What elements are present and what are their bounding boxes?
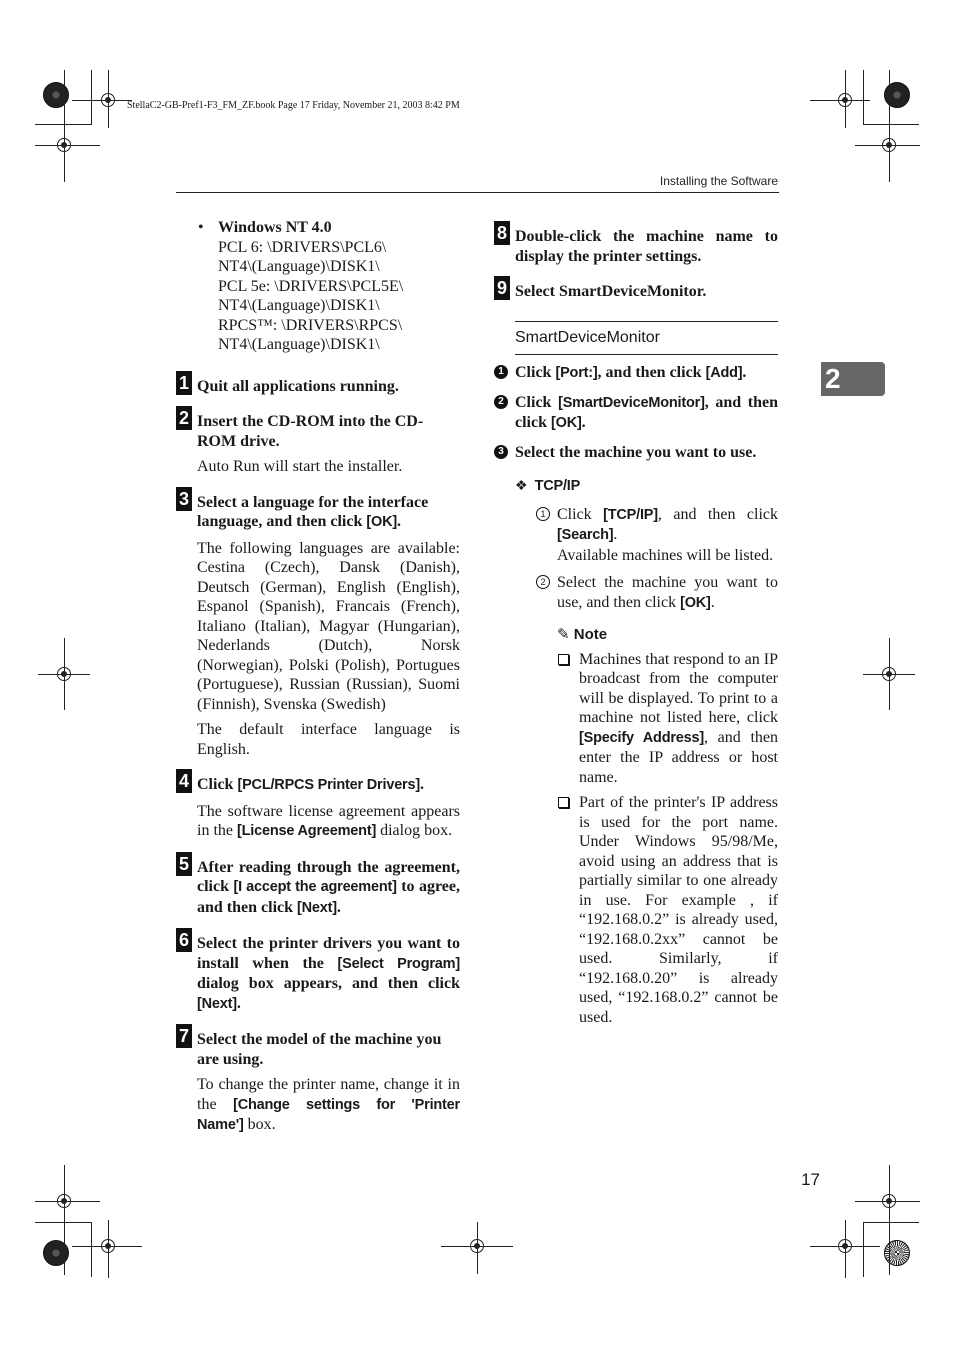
ui-label: [I accept the agreement] — [233, 879, 397, 895]
step-8 — [494, 223, 778, 266]
bullet-title: Windows NT 4.0 — [218, 219, 332, 236]
substep-number: 1 — [494, 365, 508, 379]
step-number: 1 — [176, 371, 192, 395]
step-title: Double-click the machine name to display the printer settings. — [515, 228, 778, 265]
bullet-windows-nt: • Windows NT 4.0 PCL 6: \DRIVERS\PCL6\ NT4\(Language)\DISK1\ PCL 5e: \DRIVERS\PCL5E\ NT4\(Language)\DISK1\ RPCS™: \DRIVERS\RPCS\ NT4\(Language)\DISK1\ — [176, 218, 460, 355]
step-number: 6 — [176, 928, 192, 952]
print-job-info: StellaC2-GB-Pref1-F3_FM_ZF.book Page 17 Friday, November 21, 2003 8:42 PM — [127, 100, 460, 111]
circled-number: 2 — [536, 575, 550, 589]
diamond-icon: ❖ — [515, 479, 528, 494]
step-number: 2 — [176, 406, 192, 430]
path-line: PCL 5e: \DRIVERS\PCL5E\ — [218, 277, 404, 295]
step-title: Select SmartDeviceMonitor. — [515, 283, 707, 300]
ui-label: [Specify Address] — [579, 729, 705, 746]
step-7 — [176, 1026, 460, 1136]
crosshair-target — [838, 1239, 852, 1253]
running-header: Installing the Software — [659, 174, 778, 188]
step-number: 3 — [176, 487, 192, 511]
step-1 — [176, 372, 460, 397]
ui-label: [Next] — [197, 995, 237, 1012]
checkbox-icon — [558, 797, 569, 808]
crosshair-target — [882, 138, 896, 152]
crosshair-target — [882, 1194, 896, 1208]
ui-label: [Next] — [297, 899, 337, 916]
crosshair-target — [882, 667, 896, 681]
note-heading: ✎ Note — [557, 626, 608, 643]
step-body: Auto Run will start the installer. — [197, 458, 403, 475]
crosshair-target — [57, 1194, 71, 1208]
registration-disc — [884, 82, 910, 108]
step-4 — [176, 771, 460, 842]
pencil-icon: ✎ — [557, 626, 570, 643]
crosshair-target — [101, 1239, 115, 1253]
tcp-ip-list — [536, 505, 778, 614]
substep-1: 1 Click [Port:], and then click [Add]. — [494, 363, 778, 384]
section-rule-top — [515, 321, 778, 322]
path-line: RPCS™: \DRIVERS\RPCS\ — [218, 316, 403, 334]
step-number: 8 — [494, 221, 510, 245]
page-number: 17 — [801, 1170, 820, 1189]
tcp-item-2: 2 Select the machine you want to use, and then click [OK]. — [536, 573, 778, 613]
ui-label: [OK] — [551, 415, 582, 431]
step-title: Select a language for the interface language, and then click [OK]. — [197, 493, 429, 530]
step-body: To change the printer name, change it in the [Change settings for 'Printer Name'] box. — [197, 1076, 460, 1133]
ui-label: [TCP/IP] — [603, 506, 658, 523]
registration-disc — [43, 1240, 69, 1266]
note-item-2: Part of the printer's IP address is used for the port name. Under Windows 95/98/Me, avoid using an address that is partially similar to one already in use. For example , if “192.168.0.2” is already used, “192.168.0.2xx” cannot be used. Similarly, if “192.168.0.20” is already used, “192.168.0.2” cannot be used. — [557, 793, 778, 1027]
ui-label: [Add] — [705, 365, 743, 381]
section-title: SmartDeviceMonitor — [515, 328, 660, 346]
path-line: PCL 6: \DRIVERS\PCL6\ — [218, 238, 387, 256]
step-2 — [176, 408, 460, 477]
step-title: Click [PCL/RPCS Printer Drivers]. — [197, 776, 424, 793]
substep-number: 2 — [494, 395, 508, 409]
step-title: Select the model of the machine you are using. — [197, 1031, 442, 1068]
step-title: Select the printer drivers you want to install when the [Select Program] dialog box appears, and then click [Next]. — [197, 935, 460, 1012]
step-body-2: The default interface language is English. — [197, 721, 460, 758]
step-title: Insert the CD-ROM into the CD-ROM drive. — [197, 413, 424, 450]
tcp-ip-heading: ❖ TCP/IP — [515, 478, 581, 494]
ui-label: [Change settings for 'Printer Name'] — [197, 1096, 460, 1133]
checkbox-icon — [558, 654, 569, 665]
ui-label: [OK] — [680, 594, 711, 611]
crosshair-target — [470, 1239, 484, 1253]
tcp-item-note: Available machines will be listed. — [557, 546, 774, 564]
note-block — [557, 625, 778, 1027]
ui-label: [Port:] — [555, 365, 598, 381]
step-number: 9 — [494, 276, 510, 300]
tcp-item-1: 1 Click [TCP/IP], and then click [Search]. Available machines will be listed. — [536, 505, 778, 566]
substep-3: 3 Select the machine you want to use. — [494, 443, 778, 463]
step-number: 5 — [176, 852, 192, 876]
step-title: Quit all applications running. — [197, 377, 399, 395]
chapter-tab: 2 — [821, 362, 885, 396]
step-title: After reading through the agreement, click [I accept the agreement] to agree, and then click [Next]. — [197, 858, 460, 916]
path-line: NT4\(Language)\DISK1\ — [218, 336, 380, 353]
step-3 — [176, 488, 460, 760]
note-item-1: Machines that respond to an IP broadcast from the computer will be displayed. To print to a machine not listed here, click [Specify Address], and then enter the IP address or host name. — [557, 650, 778, 788]
step-number: 7 — [176, 1024, 192, 1048]
ui-label: [SmartDeviceMonitor] — [558, 394, 705, 411]
step-6 — [176, 930, 460, 1014]
crosshair-target — [101, 93, 115, 107]
ui-label: [Search] — [557, 527, 614, 543]
ui-label: [Select Program] — [337, 955, 460, 972]
ui-label: [PCL/RPCS Printer Drivers] — [237, 777, 420, 793]
path-line: NT4\(Language)\DISK1\ — [218, 297, 380, 314]
circled-number: 1 — [536, 507, 550, 521]
right-column — [494, 213, 778, 1027]
crosshair-target — [838, 93, 852, 107]
step-9 — [494, 278, 778, 302]
path-line: NT4\(Language)\DISK1\ — [218, 258, 380, 275]
section-rule-bottom — [515, 354, 778, 355]
step-5 — [176, 853, 460, 919]
registration-disc — [43, 82, 69, 108]
left-column — [176, 218, 460, 1136]
ui-label: [OK] — [366, 514, 397, 530]
registration-disc — [884, 1240, 910, 1266]
substep-number: 3 — [494, 445, 508, 459]
header-rule — [176, 192, 779, 193]
step-body: The following languages are available: Cestina (Czech), Dansk (Danish), Deutsch (German), English (English), Espanol (Spanish), Francais (French), Italiano (Italian), Magyar (Hungarian), Nederlands (Dutch), Norsk (Norwegian), Polski (Polish), Portugues (Portuguese), Russian (Russian), Suomi (Finnish), Svenska (Swedish) — [197, 539, 460, 713]
crosshair-target — [57, 138, 71, 152]
step-body: The software license agreement appears in the [License Agreement] dialog box. — [197, 802, 460, 839]
step-number: 4 — [176, 769, 192, 793]
substep-2: 2 Click [SmartDeviceMonitor], and then click [OK]. — [494, 393, 778, 434]
crosshair-target — [57, 667, 71, 681]
ui-label: [License Agreement] — [237, 823, 377, 839]
